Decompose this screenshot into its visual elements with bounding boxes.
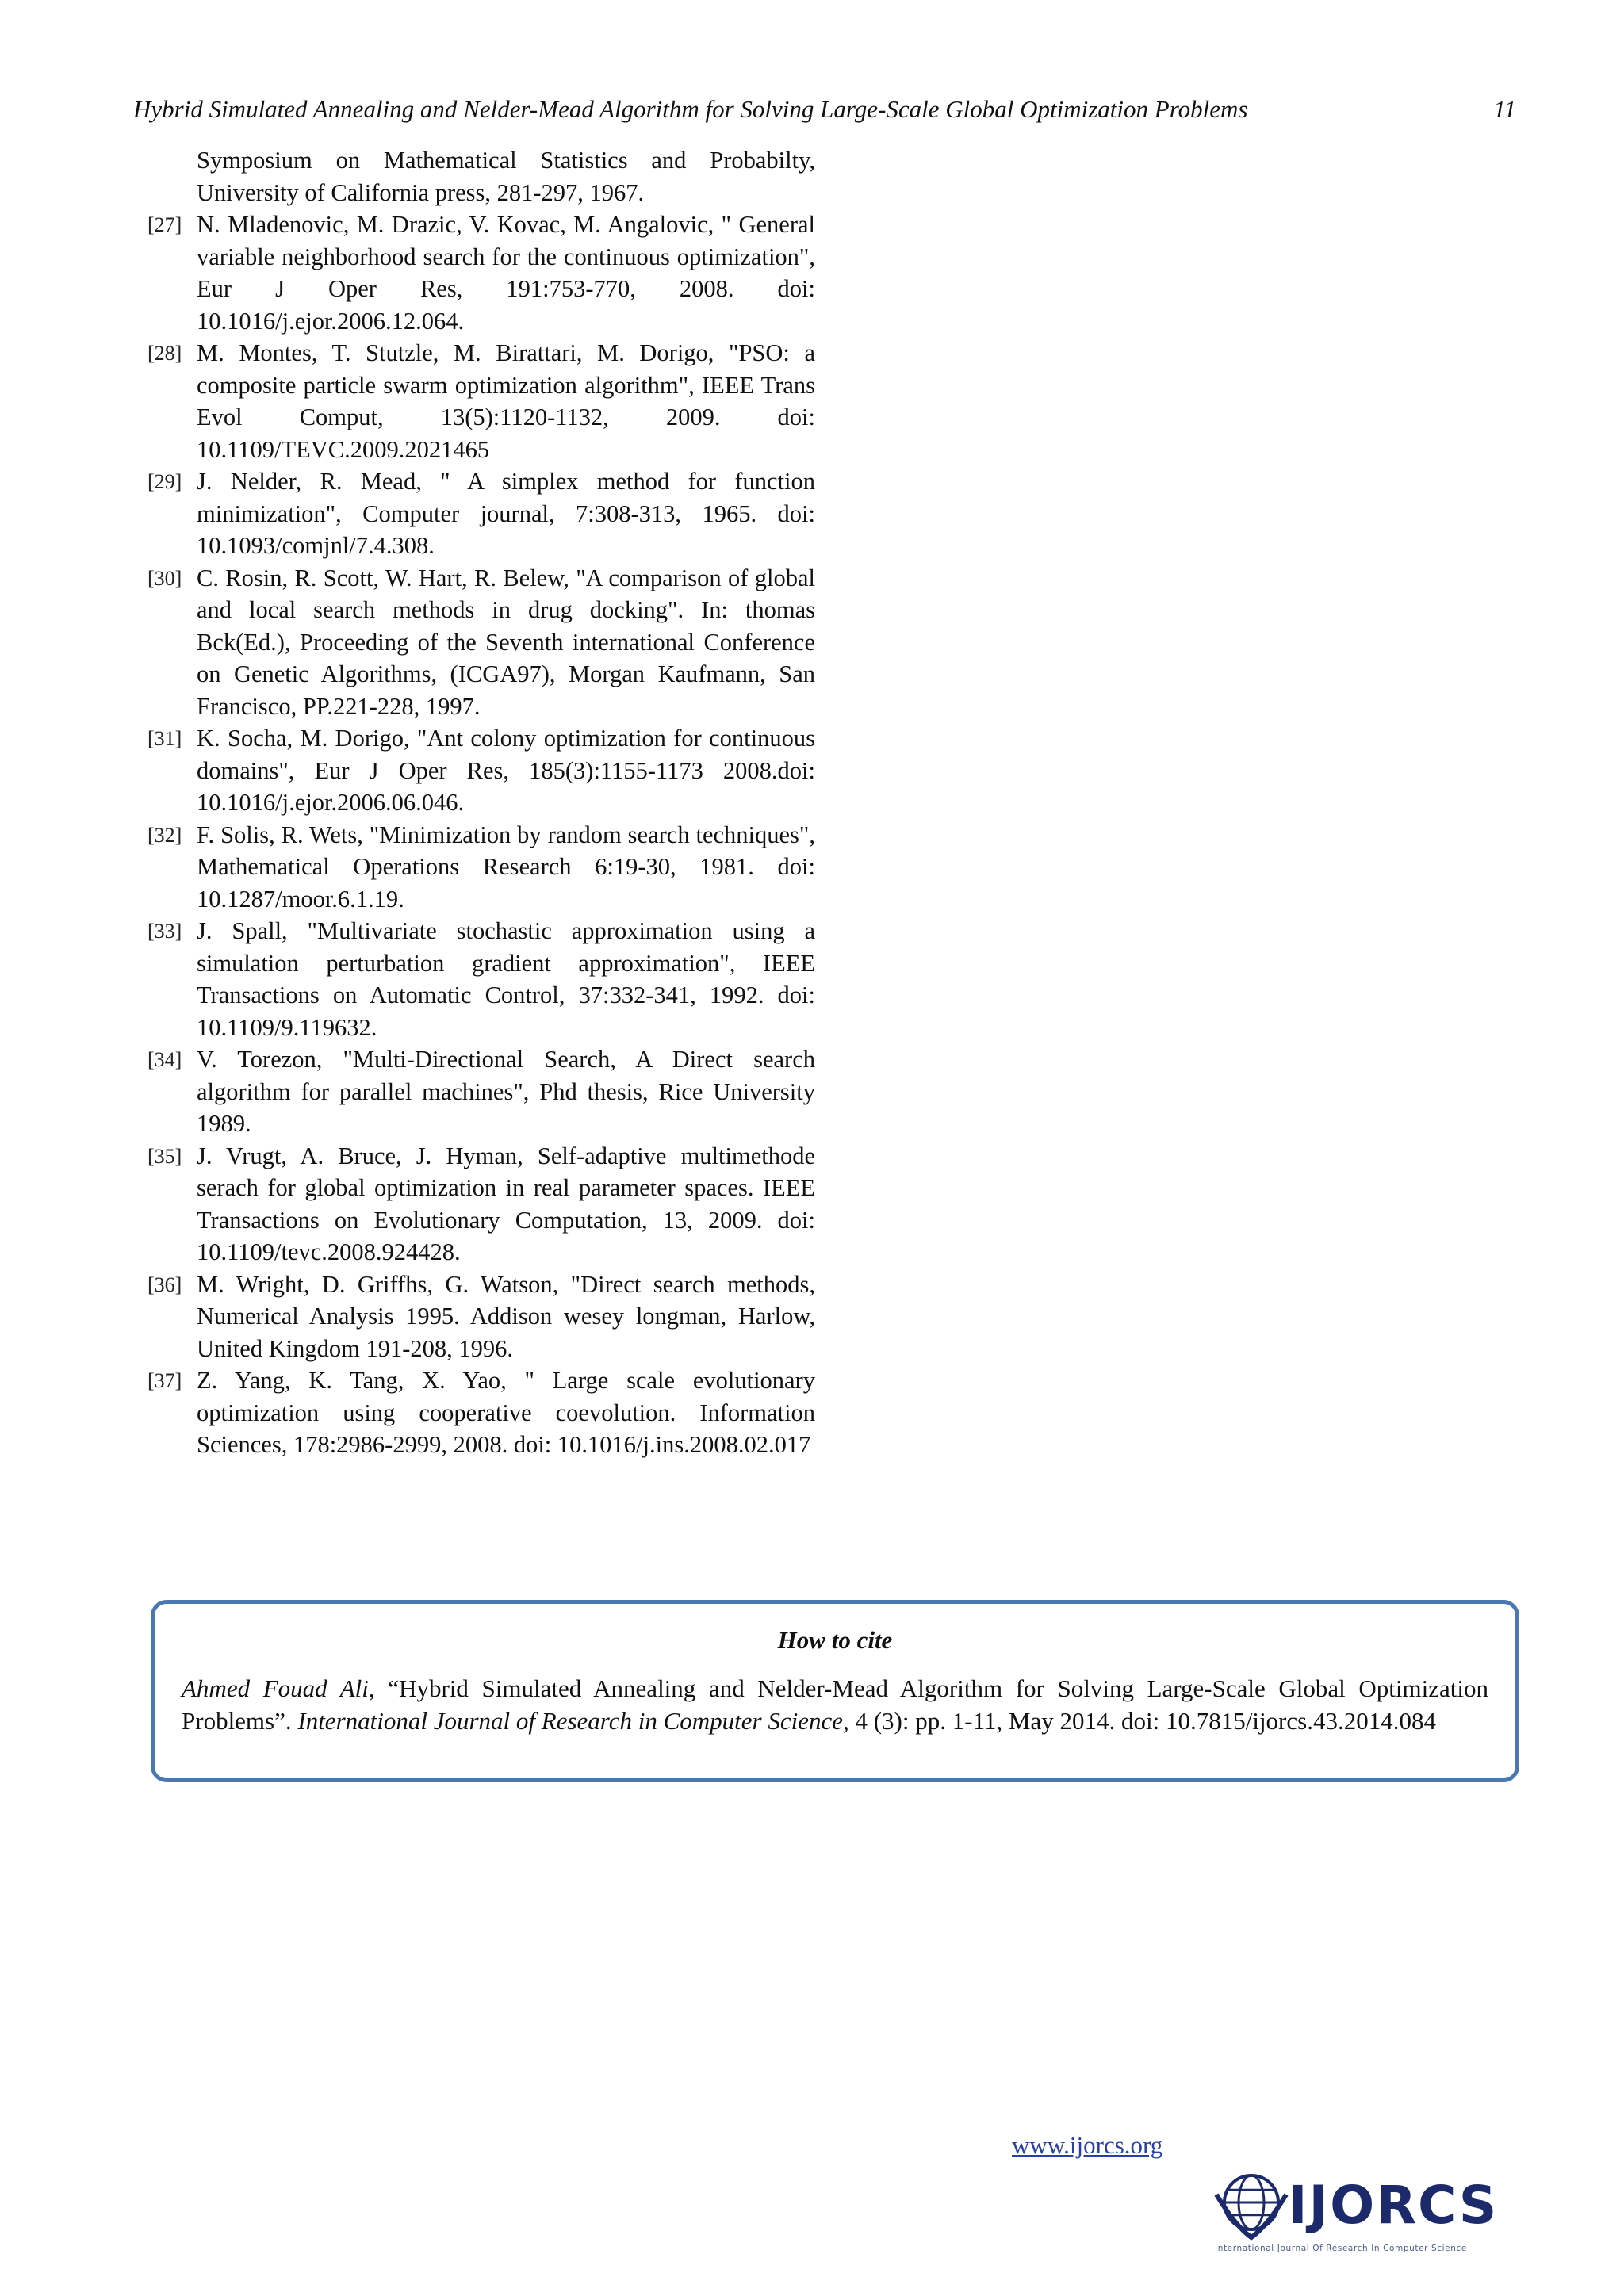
reference-number: [28] [147, 342, 182, 365]
reference-text: C. Rosin, R. Scott, W. Hart, R. Belew, "A comparison of global and local search methods in drug docking". In: thomas Bck(Ed.), Proceeding of the Seventh international Conference on Genetic Algorithms, (ICGA97), Morgan Kaufmann, San Francisco, PP.221-228, 1997. [197, 564, 815, 720]
reference-number: [35] [147, 1144, 182, 1168]
reference-number: [30] [147, 566, 182, 590]
reference-text: Z. Yang, K. Tang, X. Yao, " Large scale evolutionary optimization using cooperative coevolution. Information Sciences, 178:2986-2999, 2008. doi: 10.1016/j.ins.2008.02.017 [197, 1367, 815, 1458]
reference-text: M. Montes, T. Stutzle, M. Birattari, M. Dorigo, "PSO: a composite particle swarm optimization algorithm", IEEE Trans Evol Comput, 13(5):1120-1132, 2009. doi: 10.1109/TEVC.2009.2021465 [197, 339, 815, 463]
reference-item [147, 337, 815, 465]
reference-text: J. Spall, "Multivariate stochastic approximation using a simulation perturbation gradient approximation", IEEE Transactions on Automatic Control, 37:332-341, 1992. doi: 10.1109/9.119632. [197, 917, 815, 1041]
reference-item [147, 915, 815, 1043]
reference-item [147, 209, 815, 337]
running-header-title: Hybrid Simulated Annealing and Nelder-Mead Algorithm for Solving Large-Scale Global Optimization Problems [133, 95, 1248, 123]
how-to-cite-heading: How to cite [777, 1626, 893, 1654]
reference-item [147, 1269, 815, 1365]
reference-item [147, 1043, 815, 1140]
reference-text: Symposium on Mathematical Statistics and Probabilty, University of California press, 281-297, 1967. [197, 147, 815, 206]
ijorcs-logo [1212, 2171, 1505, 2266]
reference-number: [34] [147, 1048, 182, 1071]
journal-website-link[interactable]: www.ijorcs.org [1012, 2131, 1163, 2159]
logo-wordmark: IJORCS [1288, 2175, 1499, 2236]
reference-item [147, 722, 815, 819]
globe-logo-icon [1212, 2171, 1291, 2244]
reference-item [147, 1364, 815, 1461]
citation-title: , “Hybrid Simulated Annealing and Nelder-Mead Algorithm for Solving Large-Scale Global Optimization Problems”. [182, 1674, 1488, 1735]
reference-text: J. Nelder, R. Mead, " A simplex method for function minimization", Computer journal, 7:308-313, 1965. doi: 10.1093/comjnl/7.4.308. [197, 468, 815, 559]
reference-number: [37] [147, 1369, 182, 1392]
reference-item [147, 562, 815, 723]
citation-details: , 4 (3): pp. 1-11, May 2014. doi: 10.7815/ijorcs.43.2014.084 [842, 1707, 1436, 1735]
reference-number: [27] [147, 213, 182, 236]
reference-text: J. Vrugt, A. Bruce, J. Hyman, Self-adaptive multimethode serach for global optimization in real parameter spaces. IEEE Transactions on Evolutionary Computation, 13, 2009. doi: 10.1109/tevc.2008.924428. [197, 1142, 815, 1265]
how-to-cite-box [151, 1600, 1519, 1782]
citation-text [182, 1672, 1488, 1737]
reference-number: [32] [147, 823, 182, 847]
reference-item [147, 465, 815, 562]
reference-text: N. Mladenovic, M. Drazic, V. Kovac, M. Angalovic, " General variable neighborhood search for the continuous optimization", Eur J Oper Res, 191:753-770, 2008. doi: 10.1016/j.ejor.2006.12.064. [197, 211, 815, 335]
reference-text: V. Torezon, "Multi-Directional Search, A Direct search algorithm for parallel machines", Phd thesis, Rice University 1989. [197, 1046, 815, 1137]
reference-list [147, 144, 815, 1461]
logo-tagline: International Journal Of Research In Computer Science [1215, 2244, 1467, 2253]
reference-text: K. Socha, M. Dorigo, "Ant colony optimization for continuous domains", Eur J Oper Res, 185(3):1155-1173 2008.doi: 10.1016/j.ejor.2006.06.046. [197, 725, 815, 816]
page-number: 11 [1493, 95, 1516, 123]
reference-number: [31] [147, 727, 182, 750]
citation-author: Ahmed Fouad Ali [182, 1674, 369, 1702]
reference-item [147, 819, 815, 916]
citation-journal: International Journal of Research in Computer Science [297, 1707, 843, 1735]
reference-number: [36] [147, 1272, 182, 1296]
reference-text: M. Wright, D. Griffhs, G. Watson, "Direct search methods, Numerical Analysis 1995. Addison wesey longman, Harlow, United Kingdom 191-208, 1996. [197, 1270, 815, 1362]
reference-item [147, 144, 815, 209]
reference-text: F. Solis, R. Wets, "Minimization by random search techniques", Mathematical Operations Research 6:19-30, 1981. doi: 10.1287/moor.6.1.19. [197, 821, 815, 913]
reference-number: [33] [147, 920, 182, 943]
reference-item [147, 1140, 815, 1269]
reference-number: [29] [147, 470, 182, 493]
